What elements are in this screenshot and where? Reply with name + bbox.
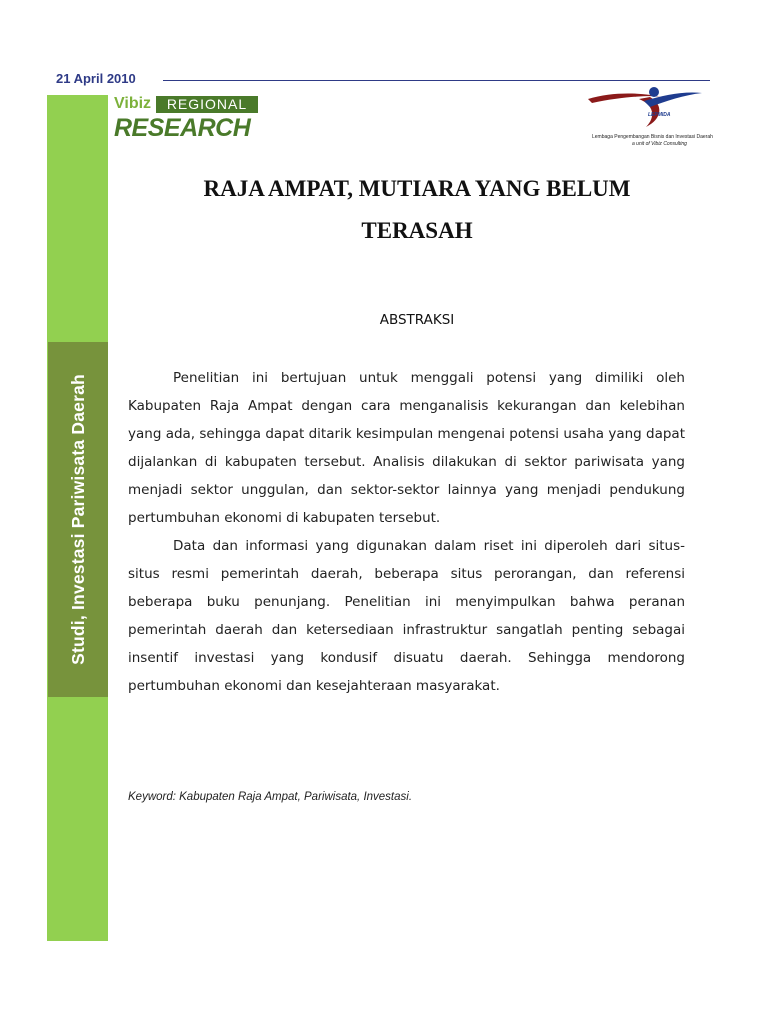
title-line-2: TERASAH (361, 218, 473, 243)
document-date: 21 April 2010 (56, 71, 136, 86)
lepmida-swoosh-icon (584, 83, 709, 133)
abstract-heading: ABSTRAKSI (379, 312, 455, 328)
abstract-paragraph-1: Penelitian ini bertujuan untuk menggali potensi yang dimiliki oleh Kabupaten Raja Ampat dengan cara menganalisis kekurangan dan kelebihan yang ada, sehingga dapat ditarik kesimpulan mengenai potensi usaha yang dapat dijalankan di kabupaten tersebut. Analisis dilakukan di sektor pariwisata yang menjadi sektor unggulan, dan sektor-sektor lainnya yang menjadi pendukung pertumbuhan ekonomi di kabupaten tersebut. (128, 370, 685, 526)
document-title (128, 168, 706, 252)
lepmida-name: Lembaga Pengembangan Bisnis dan Investasi Daerah (592, 134, 713, 140)
logo-regional-text: REGIONAL (156, 96, 258, 113)
lepmida-logo (584, 83, 713, 153)
logo-research-text: RESEARCH (114, 114, 251, 142)
header-rule (163, 80, 710, 81)
sidebar-label: Studi, Investasi Pariwisata Daerah (67, 374, 88, 665)
sidebar-label-box (48, 342, 108, 697)
vibiz-regional-research-logo (114, 95, 264, 143)
logo-vibiz-text: Vibiz (114, 95, 152, 112)
lepmida-mark-text: LEPMIDA (648, 112, 671, 118)
abstract-body (128, 364, 685, 700)
title-line-1: RAJA AMPAT, MUTIARA YANG BELUM (203, 176, 631, 201)
abstract-paragraph-2: Data dan informasi yang digunakan dalam riset ini diperoleh dari situs-situs resmi pemerintah daerah, beberapa situs perorangan, dan referensi beberapa buku penunjang. Penelitian ini menyimpulkan bahwa peranan pemerintah daerah dan ketersediaan infrastruktur sangatlah penting sebagai insentif investasi yang kondusif disuatu daerah. Sehingga mendorong pertumbuhan ekonomi dan kesejahteraan masyarakat. (128, 538, 685, 694)
keywords: Keyword: Kabupaten Raja Ampat, Pariwisata, Investasi. (128, 791, 413, 803)
lepmida-subtitle: a unit of Vibiz Consulting (632, 141, 687, 147)
